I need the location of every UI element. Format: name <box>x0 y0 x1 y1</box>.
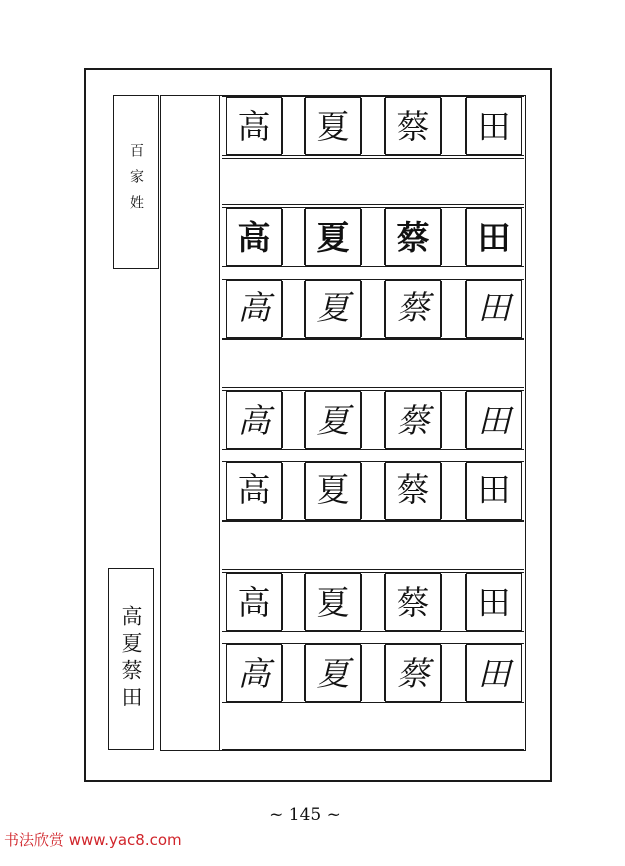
cell-divider <box>361 463 385 519</box>
watermark: 书法欣赏 www.yac8.com <box>4 831 182 849</box>
cell-divider <box>441 574 466 630</box>
character-cell: 田 <box>466 208 522 266</box>
character-cell: 田 <box>466 97 522 155</box>
cell-divider <box>282 98 305 154</box>
chars-label <box>108 568 154 750</box>
character-cell: 高 <box>226 462 282 520</box>
character-cell: 蔡 <box>385 208 441 266</box>
character-cell: 夏 <box>305 573 361 631</box>
cell-divider <box>441 463 466 519</box>
cell-divider <box>441 645 466 701</box>
chars-text: 高夏蔡田 <box>119 605 143 713</box>
character-cell: 田 <box>466 644 522 702</box>
empty-row <box>222 339 524 388</box>
cell-divider <box>282 209 305 265</box>
character-cell: 夏 <box>305 644 361 702</box>
character-cell: 高 <box>226 280 282 338</box>
character-cell: 夏 <box>305 391 361 449</box>
title-text: 百家姓 <box>128 143 144 221</box>
cell-divider <box>441 392 466 448</box>
cell-divider <box>282 645 305 701</box>
character-cell: 蔡 <box>385 644 441 702</box>
page-number: ~ 145 ~ <box>269 805 341 825</box>
cell-divider <box>361 98 385 154</box>
character-cell: 田 <box>466 391 522 449</box>
character-cell: 蔡 <box>385 462 441 520</box>
character-cell: 田 <box>466 462 522 520</box>
character-cell: 夏 <box>305 208 361 266</box>
character-cell: 高 <box>226 573 282 631</box>
cell-divider <box>361 574 385 630</box>
character-cell: 高 <box>226 644 282 702</box>
empty-row <box>222 521 524 570</box>
cell-divider <box>441 209 466 265</box>
character-cell: 高 <box>226 208 282 266</box>
cell-divider <box>441 281 466 337</box>
character-cell: 田 <box>466 280 522 338</box>
character-cell: 夏 <box>305 280 361 338</box>
character-cell: 蔡 <box>385 391 441 449</box>
character-cell: 高 <box>226 97 282 155</box>
character-cell: 蔡 <box>385 280 441 338</box>
character-cell: 蔡 <box>385 573 441 631</box>
cell-divider <box>282 463 305 519</box>
cell-divider <box>441 98 466 154</box>
cell-divider <box>282 392 305 448</box>
cell-divider <box>361 392 385 448</box>
empty-row <box>222 158 524 205</box>
cell-divider <box>361 645 385 701</box>
cell-divider <box>361 209 385 265</box>
character-cell: 夏 <box>305 97 361 155</box>
cell-divider <box>282 281 305 337</box>
character-cell: 夏 <box>305 462 361 520</box>
cell-divider <box>361 281 385 337</box>
cell-divider <box>282 574 305 630</box>
character-cell: 蔡 <box>385 97 441 155</box>
sidebar-column <box>160 95 220 751</box>
title-label <box>113 95 159 269</box>
character-cell: 高 <box>226 391 282 449</box>
empty-row <box>222 702 524 750</box>
character-cell: 田 <box>466 573 522 631</box>
